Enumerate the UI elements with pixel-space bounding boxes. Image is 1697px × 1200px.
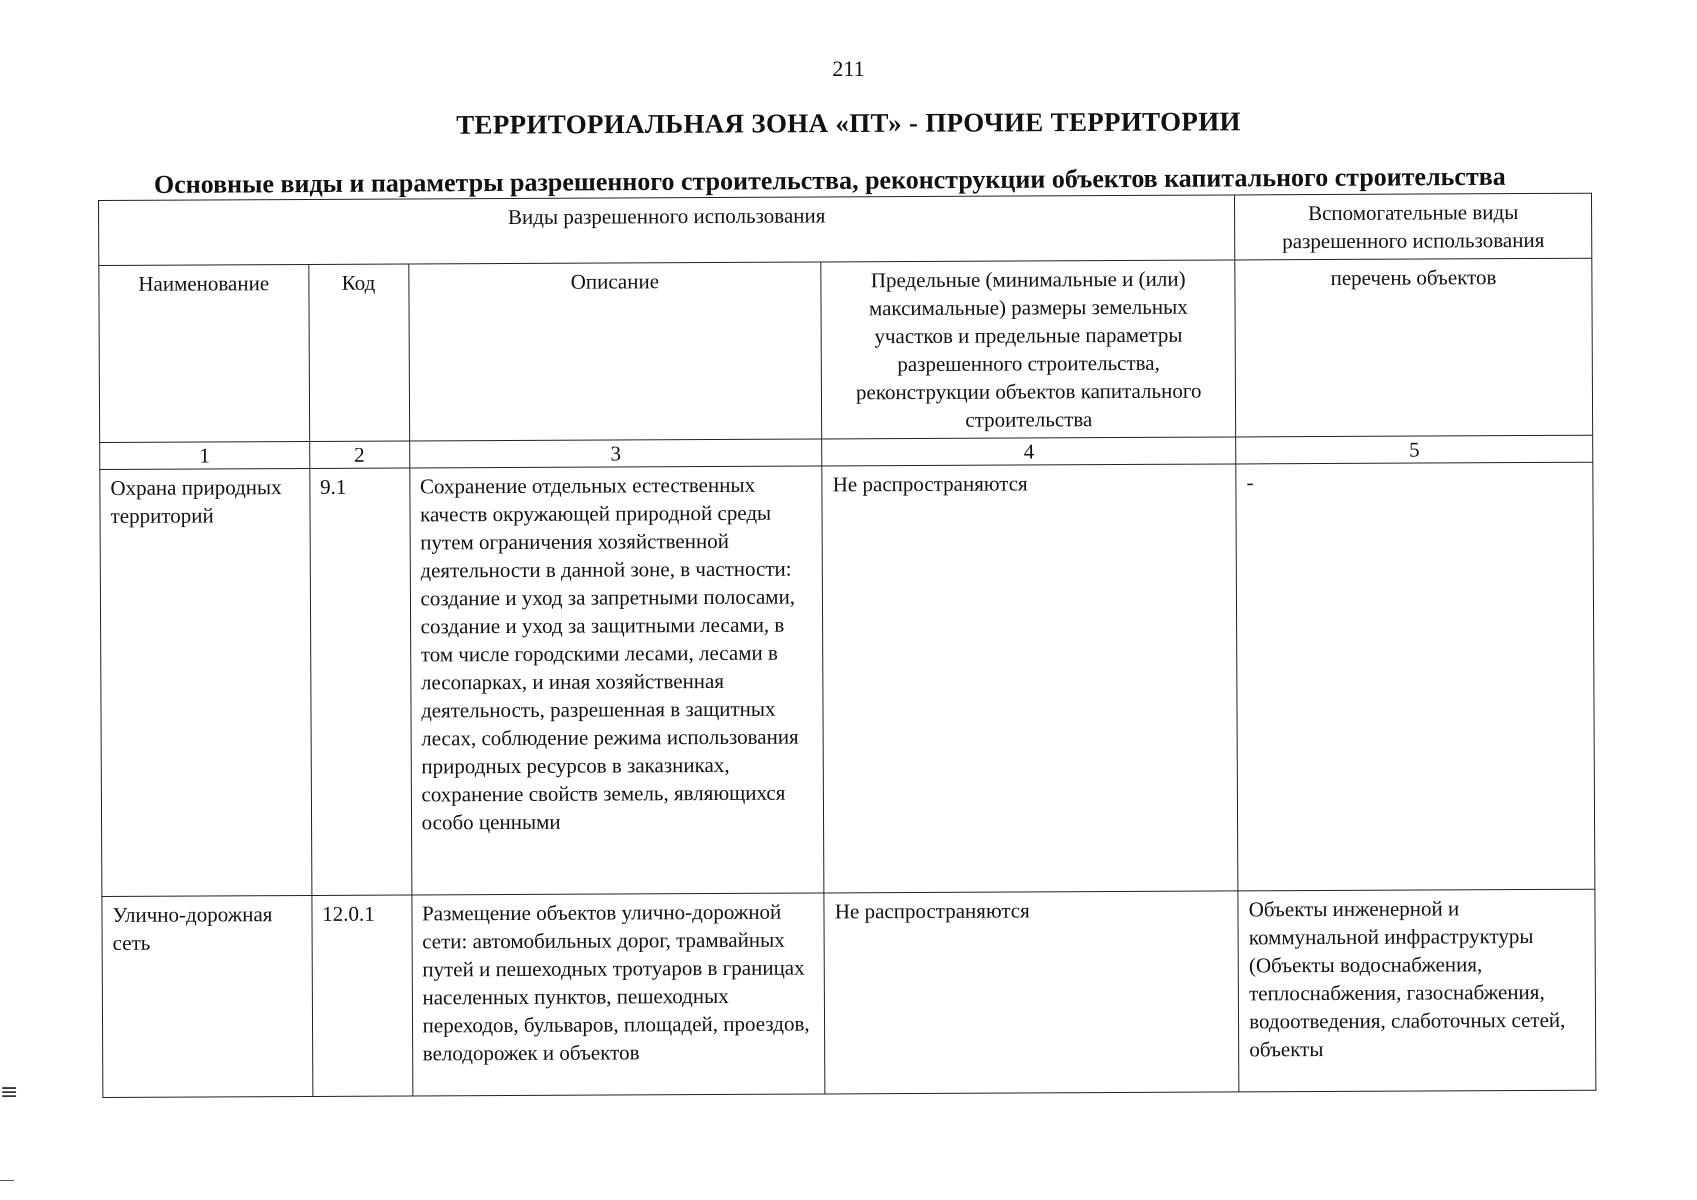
header-group-aux: Вспомогательные виды разрешенного использования — [1235, 193, 1592, 260]
table-header-row — [99, 258, 1593, 442]
row-name — [102, 895, 313, 1097]
row-limits — [824, 891, 1239, 1094]
row-description-text: Сохранение отдельных естественных качеств окружающей природной среды путем ограничения хозяйственной деятельности в данной зоне, в частности: создание и уход за запретными полосами, создание и уход за защитными лесами, в том числе городскими лесами, лесами в лесопарках, и иная хозяйственная деятельность, разрешенная в защитных лесах, соблюдение режима использования природных ресурсов в заказниках, сохранение свойств земель, являющихся особо ценными — [419, 472, 799, 835]
row-name-text: Улично-дорожная сеть — [112, 902, 273, 955]
header-description: Описание — [408, 262, 822, 441]
binding-mark-icon: ≡ — [0, 1080, 19, 1105]
column-number: 1 — [100, 441, 310, 469]
column-number: 2 — [309, 441, 409, 468]
row-aux-objects-text: Объекты инженерной и коммунальной инфраструктуры (Объекты водоснабжения, теплоснабжения, газоснабжения, водоотведения, слаботочных сетей, объекты — [1248, 896, 1566, 1062]
row-aux-objects — [1236, 462, 1595, 891]
land-use-table — [98, 193, 1596, 1098]
row-description-text: Размещение объектов улично-дорожной сети: автомобильных дорог, трамвайных путей и пешеходных тротуаров в границах населенных пунктов, пешеходных переходов, бульваров, площадей, проездов, велодорожек и объектов — [421, 899, 810, 1066]
row-description — [411, 893, 825, 1096]
column-number: 3 — [409, 439, 822, 468]
row-code-text: 9.1 — [320, 474, 347, 499]
header-code: Код — [308, 264, 409, 441]
header-limits: Предельные (минимальные и (или) максимальные) размеры земельных участков и предельные параметры разрешенного строительства, реконструкции объектов капитального строительства — [821, 260, 1236, 439]
row-limits-text: Не распространяются — [832, 471, 1028, 497]
row-limits — [822, 464, 1238, 893]
row-description — [409, 466, 824, 895]
row-limits-text: Не распространяются — [834, 898, 1030, 924]
row-code — [312, 895, 413, 1096]
row-name-text: Охрана природных территорий — [110, 475, 282, 528]
table-header-group-row — [99, 193, 1592, 265]
header-aux-list: перечень объектов — [1235, 258, 1593, 437]
header-name: Наименование — [99, 264, 310, 442]
table-row — [100, 462, 1595, 896]
column-number: 5 — [1236, 435, 1593, 464]
column-number: 4 — [822, 437, 1236, 466]
row-code-text: 12.0.1 — [322, 901, 375, 926]
page-number: 211 — [832, 56, 865, 81]
table-row — [102, 889, 1596, 1097]
row-aux-objects-text: - — [1246, 470, 1254, 495]
row-name — [100, 468, 312, 896]
zone-title: ТЕРРИТОРИАЛЬНАЯ ЗОНА «ПТ» - ПРОЧИЕ ТЕРРИТОРИИ — [456, 106, 1241, 140]
margin-tick — [0, 1180, 14, 1181]
row-code — [309, 468, 411, 895]
row-aux-objects — [1238, 889, 1596, 1092]
section-title: Основные виды и параметры разрешенного строительства, реконструкции объектов капитального строительства — [153, 161, 1506, 199]
header-group-main: Виды разрешенного использования — [99, 195, 1236, 266]
